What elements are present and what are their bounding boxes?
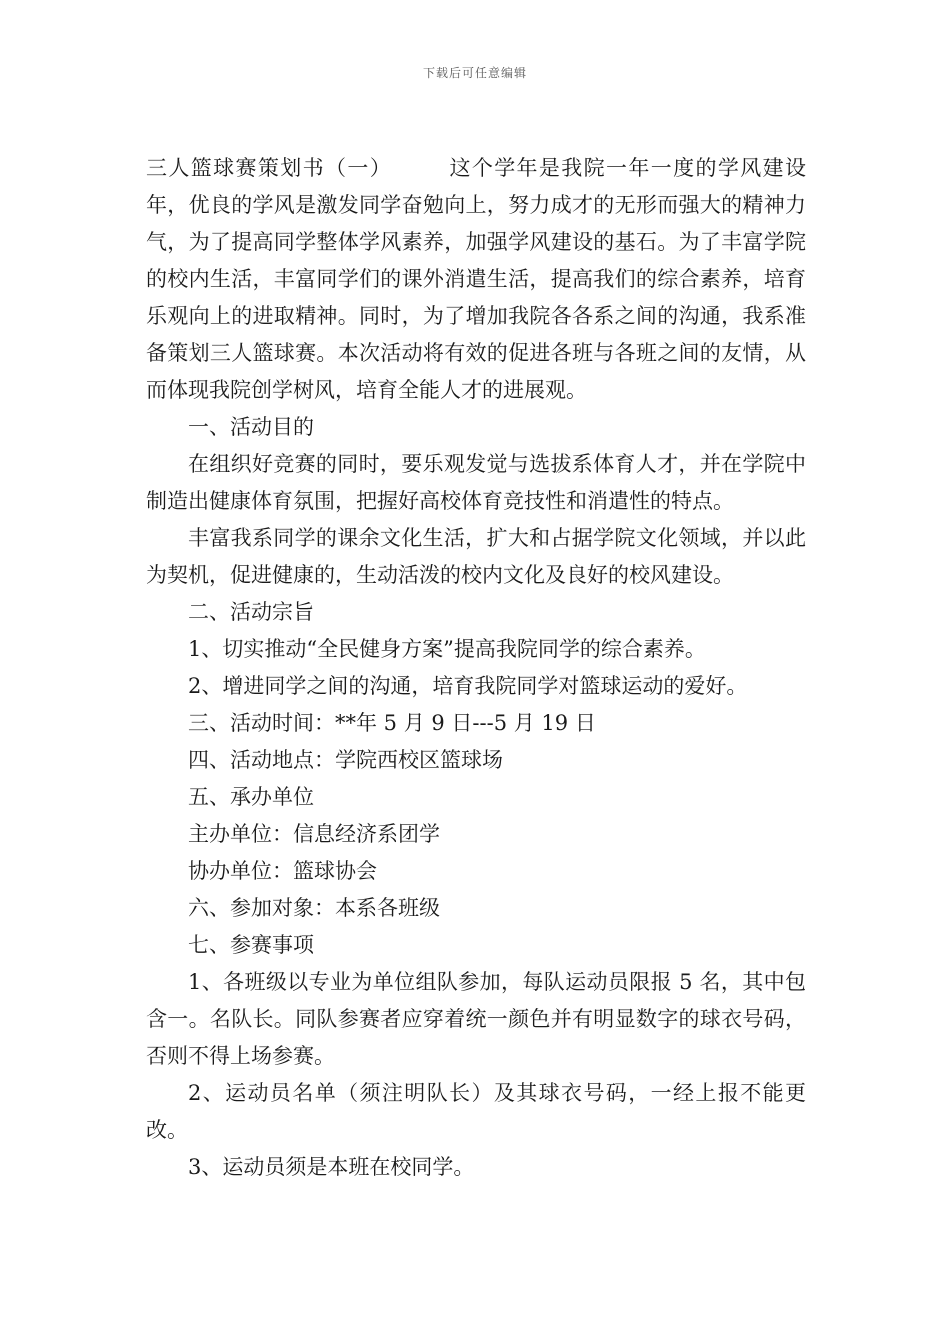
activity-location: 四、活动地点：学院西校区篮球场 xyxy=(188,748,503,772)
purpose-paragraph-1: 在组织好竞赛的同时，要乐观发觉与选拔系体育人才，并在学院中制造出健康体育氛围，把握好高校体育竞技性和消遣性的特点。 xyxy=(146,452,806,513)
aim-item-2: 2、增进同学之间的沟通，培育我院同学对篮球运动的爱好。 xyxy=(188,674,748,698)
rules-item-2: 2、运动员名单（须注明队长）及其球衣号码，一经上报不能更改。 xyxy=(146,1081,806,1142)
document-body xyxy=(146,150,806,1186)
activity-time: 三、活动时间：**年 5 月 9 日---5 月 19 日 xyxy=(188,711,596,735)
intro-text: 这个学年是我院一年一度的学风建设年，优良的学风是激发同学奋勉向上，努力成才的无形而强大的精神力气，为了提高同学整体学风素养，加强学风建设的基石。为了丰富学院的校内生活，丰富同学们的课外消遣生活，提高我们的综合素养，培育乐观向上的进取精神。同时，为了增加我院各各系之间的沟通，我系准备策划三人篮球赛。本次活动将有效的促进各班与各班之间的友情，从而体现我院创学树风，培育全能人才的进展观。 xyxy=(146,156,807,402)
section-heading-rules: 七、参赛事项 xyxy=(188,933,314,957)
section-heading-aim: 二、活动宗旨 xyxy=(188,600,314,624)
purpose-paragraph-2: 丰富我系同学的课余文化生活，扩大和占据学院文化领域，并以此为契机，促进健康的，生动活泼的校内文化及良好的校风建设。 xyxy=(146,526,806,587)
intro-paragraph xyxy=(146,150,806,409)
co-host-organizer: 协办单位：篮球协会 xyxy=(188,859,377,883)
page-header: 下载后可任意编辑 xyxy=(422,66,527,80)
document-title: 三人篮球赛策划书（一） xyxy=(146,156,393,180)
rules-item-3: 3、运动员须是本班在校同学。 xyxy=(188,1155,475,1179)
aim-item-1: 1、切实推动“全民健身方案”提高我院同学的综合素养。 xyxy=(188,637,706,661)
participants: 六、参加对象：本系各班级 xyxy=(188,896,440,920)
section-heading-purpose: 一、活动目的 xyxy=(188,415,314,439)
rules-item-1: 1、各班级以专业为单位组队参加，每队运动员限报 5 名，其中包含一。名队长。同队参赛者应穿着统一颜色并有明显数字的球衣号码，否则不得上场参赛。 xyxy=(146,970,806,1068)
section-heading-organizers: 五、承办单位 xyxy=(188,785,314,809)
host-organizer: 主办单位：信息经济系团学 xyxy=(188,822,440,846)
